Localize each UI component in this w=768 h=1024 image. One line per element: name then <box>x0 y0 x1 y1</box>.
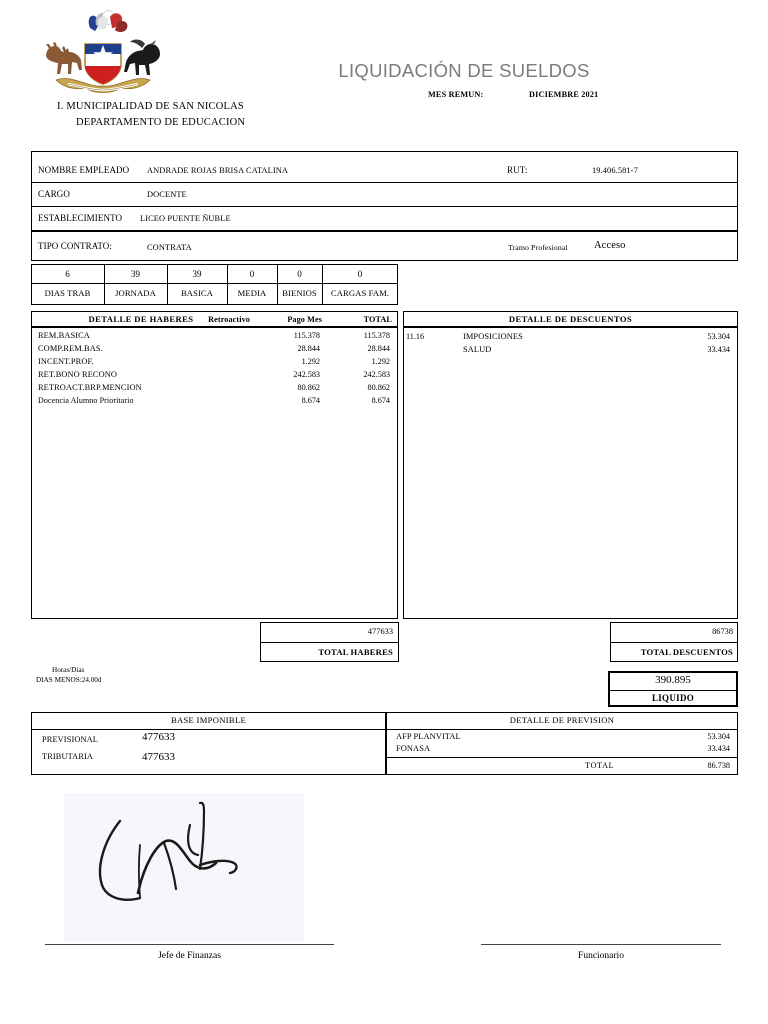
rut-value: 19.406.581-7 <box>592 166 638 175</box>
days-value-dias-trab: 6 <box>65 269 70 279</box>
days-label-bienios: BIENIOS <box>282 288 317 298</box>
days-table-divider <box>31 283 398 284</box>
info-divider-1 <box>31 182 738 183</box>
organization-department: DEPARTAMENTO DE EDUCACION <box>76 117 246 128</box>
haberes-item-total: 80.862 <box>367 383 390 392</box>
base-imponible-row-label: TRIBUTARIA <box>42 752 94 761</box>
cargo-label: CARGO <box>38 189 71 199</box>
haberes-item-name: REM.BASICA <box>38 331 90 340</box>
haberes-col-total: TOTAL <box>363 315 392 324</box>
descuentos-item-amount: 53.304 <box>707 332 730 341</box>
signature-caption-right: Funcionario <box>578 951 624 961</box>
signature-line-left <box>45 944 334 945</box>
chilean-coat-of-arms-icon <box>38 8 168 100</box>
days-label-basica: BASICA <box>180 288 214 298</box>
total-descuentos-label: TOTAL DESCUENTOS <box>640 647 733 657</box>
descuentos-rate: 11.16 <box>406 332 425 341</box>
descuentos-item-amount: 33.434 <box>707 345 730 354</box>
haberes-item-name: Docencia Alumno Prioritario <box>38 396 134 405</box>
employee-name-label: NOMBRE EMPLEADO <box>38 165 130 175</box>
haberes-item-pago-mes: 8.674 <box>301 396 320 405</box>
total-descuentos-divider <box>610 642 738 643</box>
organization-name: I. MUNICIPALIDAD DE SAN NICOLAS <box>57 101 244 112</box>
days-label-jornada: JORNADA <box>115 288 156 298</box>
haberes-col-retroactivo: Retroactivo <box>208 315 250 324</box>
tipo-contrato-label: TIPO CONTRATO: <box>38 241 112 251</box>
days-value-bienios: 0 <box>297 269 302 279</box>
days-value-media: 0 <box>249 269 255 279</box>
prevision-row-label: FONASA <box>396 744 431 753</box>
days-value-cargas-fam: 0 <box>357 269 363 279</box>
liquido-label: LIQUIDO <box>651 693 695 703</box>
base-imponible-row-value: 477633 <box>142 731 175 743</box>
haberes-item-pago-mes: 28.844 <box>297 344 320 353</box>
base-imponible-row-label: PREVISIONAL <box>42 735 99 744</box>
page-title: LIQUIDACIÓN DE SUELDOS <box>338 60 590 81</box>
prevision-row-label: AFP PLANVITAL <box>396 732 461 741</box>
total-haberes-divider <box>260 642 399 643</box>
total-haberes-value: 477633 <box>367 627 393 636</box>
mes-remun-label: MES REMUN: <box>428 90 484 99</box>
descuentos-item-name: SALUD <box>463 345 492 354</box>
prevision-total-label: TOTAL <box>585 761 615 770</box>
haberes-item-pago-mes: 1.292 <box>301 357 320 366</box>
mes-remun-value: DICIEMBRE 2021 <box>529 90 599 99</box>
prevision-total-rule <box>386 757 738 758</box>
prevision-row-value: 53.304 <box>707 732 730 741</box>
days-value-jornada: 39 <box>131 269 140 279</box>
info-divider-2 <box>31 206 738 207</box>
rut-label: RUT: <box>507 165 528 175</box>
haberes-section-title: DETALLE DE HABERES <box>88 314 194 324</box>
tramo-profesional-label: Tramo Profesional <box>508 243 568 252</box>
haberes-item-name: COMP.REM.BAS. <box>38 344 103 353</box>
haberes-item-total: 1.292 <box>371 357 390 366</box>
base-imponible-title: BASE IMPONIBLE <box>170 715 247 725</box>
haberes-item-pago-mes: 115.378 <box>293 331 320 340</box>
establecimiento-value: LICEO PUENTE ÑUBLE <box>140 214 231 223</box>
haberes-item-total: 115.378 <box>363 331 390 340</box>
tipo-contrato-value: CONTRATA <box>147 243 192 252</box>
base-imponible-row-value: 477633 <box>142 751 175 763</box>
cargo-value: DOCENTE <box>147 190 187 199</box>
haberes-item-name: INCENT.PROF. <box>38 357 94 366</box>
prevision-row-value: 33.434 <box>707 744 730 753</box>
descuentos-item-name: IMPOSICIONES <box>463 332 523 341</box>
dias-menos-note: DIAS MENOS:24.00d <box>36 676 102 684</box>
tramo-profesional-value: Acceso <box>594 240 626 251</box>
prevision-header-rule <box>386 729 738 730</box>
days-value-basica: 39 <box>192 269 202 279</box>
haberes-header-rule <box>31 326 398 328</box>
days-label-cargas-fam: CARGAS FAM. <box>330 288 390 298</box>
total-haberes-label: TOTAL HABERES <box>318 647 393 657</box>
signature-line-right <box>481 944 721 945</box>
haberes-item-pago-mes: 242.583 <box>293 370 320 379</box>
horas-dias-note: Horas/Dias <box>52 666 85 674</box>
base-imponible-header-rule <box>31 729 386 730</box>
establecimiento-label: ESTABLECIMIENTO <box>38 213 123 223</box>
liquido-divider <box>610 690 736 691</box>
descuentos-section-title: DETALLE DE DESCUENTOS <box>508 314 633 324</box>
days-label-dias-trab: DIAS TRAB <box>44 288 91 298</box>
haberes-col-pago-mes: Pago Mes <box>287 315 322 324</box>
descuentos-panel <box>403 311 738 619</box>
handwritten-signature <box>64 793 304 941</box>
signature-caption-left: Jefe de Finanzas <box>158 951 221 961</box>
haberes-item-total: 28.844 <box>367 344 390 353</box>
info-divider-3 <box>31 230 738 232</box>
days-label-media: MEDIA <box>237 288 267 298</box>
haberes-item-total: 8.674 <box>371 396 390 405</box>
haberes-item-pago-mes: 80.862 <box>297 383 320 392</box>
employee-name-value: ANDRADE ROJAS BRISA CATALINA <box>147 166 289 175</box>
total-descuentos-value: 86738 <box>712 627 733 636</box>
prevision-title: DETALLE DE PREVISION <box>509 715 615 725</box>
descuentos-header-rule <box>403 326 738 328</box>
haberes-item-total: 242.583 <box>363 370 390 379</box>
liquido-value: 390.895 <box>655 674 691 686</box>
prevision-total-value: 86.738 <box>707 761 730 770</box>
haberes-item-name: RETROACT.BRP.MENCION <box>38 383 142 392</box>
haberes-item-name: RET.BONO RECONO <box>38 370 118 379</box>
